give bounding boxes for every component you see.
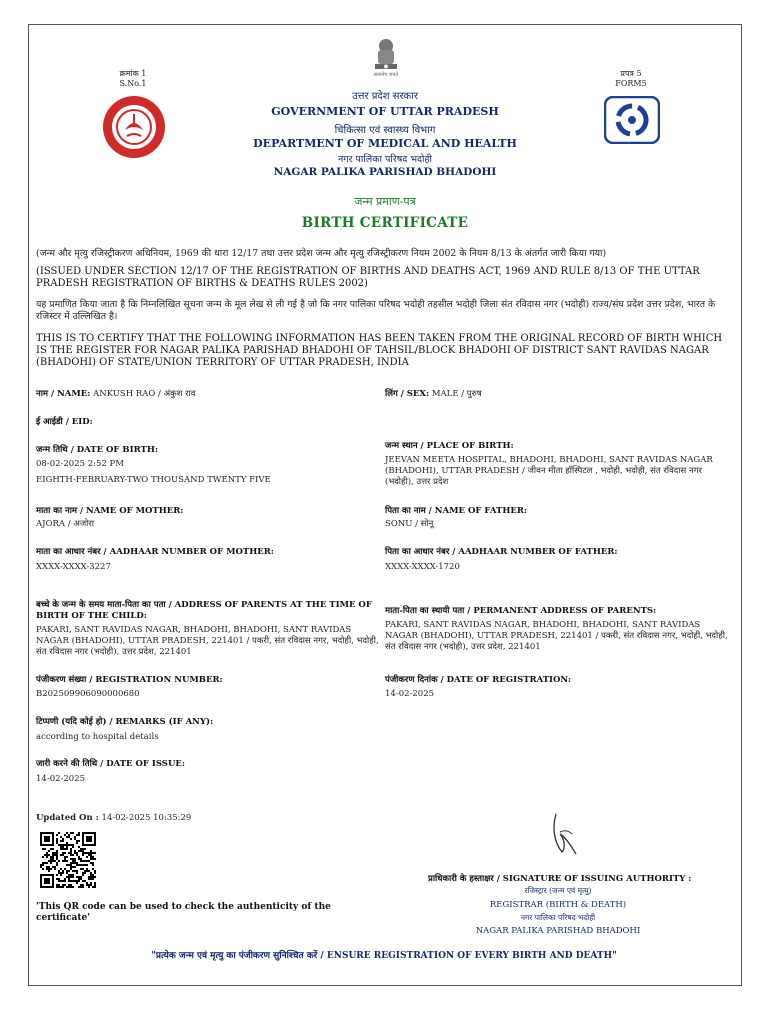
qr-code-note: 'This QR code can be used to check the authenticity of the certificate' bbox=[36, 902, 331, 923]
registrar-title-hi: रजिस्ट्रार (जन्म एवं मृत्यु) bbox=[524, 886, 592, 895]
registration-date-value: 14-02-2025 bbox=[385, 689, 435, 699]
department-title: DEPARTMENT OF MEDICAL AND HEALTH bbox=[253, 137, 517, 150]
name-label: नाम / NAME: bbox=[36, 389, 91, 399]
department-title-hi: चिकित्सा एवं स्वास्थ्य विभाग bbox=[334, 125, 436, 136]
registration-number-label: पंजीकरण संख्या / REGISTRATION NUMBER: bbox=[36, 675, 223, 685]
dob-value: 08-02-2025 2:52 PM bbox=[36, 459, 124, 469]
name-row bbox=[36, 388, 366, 400]
dob-label: जन्म तिथि / DATE OF BIRTH: bbox=[36, 445, 158, 455]
registration-date-label: पंजीकरण दिनांक / DATE OF REGISTRATION: bbox=[385, 675, 572, 685]
pob-value: JEEVAN MEETA HOSPITAL, BHADOHI, BHADOHI, SANT RAVIDAS NAGAR (BHADOHI), UTTAR PRADESH / जीवन मीता हॉस्पिटल , भदोही, भदोही, संत रविदास नगर (भदोही), उत्तर प्रदेश bbox=[385, 455, 713, 487]
emblem-motto: सत्यमेव जयते bbox=[373, 72, 399, 78]
mother-name-value: AJORA / अजोरा bbox=[36, 519, 95, 529]
registrar-title: REGISTRAR (BIRTH & DEATH) bbox=[489, 900, 627, 910]
registration-slogan: "प्रत्येक जन्म एवं मृत्यु का पंजीकरण सुनिश्चित करें / ENSURE REGISTRATION OF EVERY BIRTH AND DEATH" bbox=[151, 951, 617, 961]
sex-value: MALE / पुरुष bbox=[431, 389, 482, 399]
up-government-seal-icon bbox=[101, 94, 167, 160]
issue-date-value: 14-02-2025 bbox=[36, 774, 86, 784]
permanent-address-value: PAKARI, SANT RAVIDAS NAGAR, BHADOHI, BHADOHI, SANT RAVIDAS NAGAR (BHADOHI), UTTAR PRADESH, 221401 / पकरी, संत रविदास नगर, भदोही, भदोही, संत रविदास नगर (भदोही), उत्तर प्रदेश, 221401 bbox=[385, 620, 728, 652]
form-number: FORM5 bbox=[615, 79, 647, 88]
address-at-birth-value: PAKARI, SANT RAVIDAS NAGAR, BHADOHI, BHADOHI, SANT RAVIDAS NAGAR (BHADOHI), UTTAR PRADESH, 221401 / पकरी, संत रविदास नगर, भदोही, भदोही, संत रविदास नगर (भदोही), उत्तर प्रदेश, 221401 bbox=[36, 625, 379, 657]
father-aadhaar-label: पिता का आधार नंबर / AADHAAR NUMBER OF FATHER: bbox=[385, 547, 618, 557]
mother-name-label: माता का नाम / NAME OF MOTHER: bbox=[36, 506, 184, 516]
registration-number-value: B202509906090000680 bbox=[36, 689, 140, 699]
father-name-value: SONU / सोनू bbox=[385, 519, 434, 529]
certificate-title-hi: जन्म प्रमाण-पत्र bbox=[354, 195, 416, 208]
nagar-palika-title-hi: नगर पालिका परिषद भदोही bbox=[337, 154, 433, 165]
updated-on-value: 14-02-2025 10:35:29 bbox=[101, 813, 192, 823]
updated-on-row bbox=[36, 813, 191, 823]
nagar-palika-title: NAGAR PALIKA PARISHAD BHADOHI bbox=[273, 166, 497, 178]
certify-statement: THIS IS TO CERTIFY THAT THE FOLLOWING INFORMATION HAS BEEN TAKEN FROM THE ORIGINAL RECORD OF BIRTH WHICH IS THE REGISTER FOR NAGAR PALIKA PARISHAD BHADOHI OF TAHSIL/BLOCK BHADOHI OF DISTRICT SANT RAVIDAS NAGAR (BHADOHI) OF STATE/UNION TERRITORY OF UTTAR PRADESH, INDIA bbox=[36, 333, 723, 368]
pob-label: जन्म स्थान / PLACE OF BIRTH: bbox=[385, 441, 514, 451]
issue-date-label: जारी करने की तिथि / DATE OF ISSUE: bbox=[36, 759, 185, 769]
form-number-hi: प्रपत्र 5 bbox=[620, 69, 642, 78]
signature-icon bbox=[542, 808, 590, 860]
certificate-title: BIRTH CERTIFICATE bbox=[301, 215, 469, 231]
signature-label: प्राधिकारी के हस्ताक्षर / SIGNATURE OF ISSUING AUTHORITY : bbox=[428, 874, 692, 884]
qr-code-icon[interactable] bbox=[40, 832, 96, 888]
address-at-birth-label: बच्चे के जन्म के समय माता-पिता का पता / ADDRESS OF PARENTS AT THE TIME OF BIRTH OF THE CHILD: bbox=[36, 600, 372, 621]
updated-on-label: Updated On : bbox=[36, 813, 99, 823]
father-aadhaar-value: XXXX-XXXX-1720 bbox=[385, 562, 460, 572]
issued-under-hi: (जन्म और मृत्यु रजिस्ट्रीकरण अधिनियम, 1969 की धारा 12/17 तथा उत्तर प्रदेश जन्म और मृत्यु रजिस्ट्रीकरण नियम 2002 के नियम 8/13 के अंतर्गत जारी किया गया) bbox=[36, 248, 607, 259]
eid-label: ई आईडी / EID: bbox=[36, 417, 93, 427]
serial-number-hi: क्रमांक 1 bbox=[119, 69, 147, 78]
permanent-address-label: माता-पिता का स्थायी पता / PERMANENT ADDRESS OF PARENTS: bbox=[385, 606, 657, 616]
certify-statement-hi: यह प्रमाणित किया जाता है कि निम्नलिखित सूचना जन्म के मूल लेख से ली गई है जो कि नगर पालिका परिषद भदोही तहसील भदोही जिला संत रविदास नगर (भदोही) राज्य/संघ प्रदेश उत्तर प्रदेश, भारत के रजिस्टर में उल्लिखित है। bbox=[36, 299, 716, 322]
health-department-logo-icon bbox=[604, 96, 660, 144]
sex-label: लिंग / SEX: bbox=[385, 389, 430, 399]
government-title-hi: उत्तर प्रदेश सरकार bbox=[352, 91, 418, 102]
name-value: ANKUSH RAO / अंकुश राव bbox=[93, 389, 196, 399]
registrar-office-hi: नगर पालिका परिषद भदोही bbox=[520, 913, 596, 922]
dob-in-words: EIGHTH-FEBRUARY-TWO THOUSAND TWENTY FIVE bbox=[36, 475, 271, 485]
government-title: GOVERNMENT OF UTTAR PRADESH bbox=[271, 105, 499, 118]
mother-aadhaar-label: माता का आधार नंबर / AADHAAR NUMBER OF MOTHER: bbox=[36, 547, 274, 557]
serial-number: S.No.1 bbox=[119, 79, 147, 88]
registrar-office: NAGAR PALIKA PARISHAD BHADOHI bbox=[475, 926, 641, 936]
mother-aadhaar-value: XXXX-XXXX-3227 bbox=[36, 562, 111, 572]
remarks-label: टिप्पणी (यदि कोई हो) / REMARKS (IF ANY): bbox=[36, 717, 214, 727]
father-name-label: पिता का नाम / NAME OF FATHER: bbox=[385, 506, 528, 516]
sex-row bbox=[385, 388, 725, 400]
remarks-value: according to hospital details bbox=[36, 732, 159, 742]
issued-under: (ISSUED UNDER SECTION 12/17 OF THE REGISTRATION OF BIRTHS AND DEATHS ACT, 1969 AND RULE 8/13 OF THE UTTAR PRADESH REGISTRATION OF BIRTHS & DEATHS RULES 2002) bbox=[36, 266, 700, 289]
